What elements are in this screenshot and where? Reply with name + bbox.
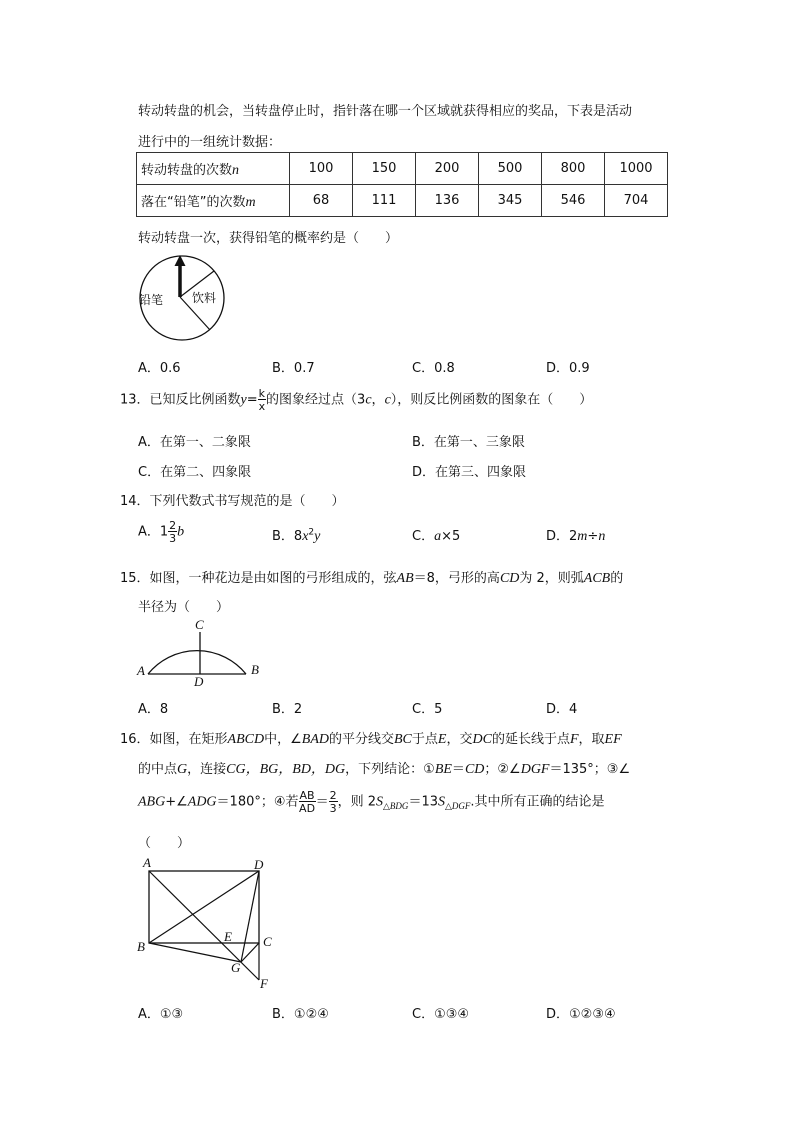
arc-acb: [148, 651, 246, 674]
table-cell: 546: [542, 185, 605, 217]
label-a: A: [137, 663, 145, 678]
q12-option-c[interactable]: C．0.8: [412, 361, 455, 376]
q13-option-b[interactable]: B．在第一、三象限: [412, 435, 525, 450]
fraction-ab-over-ad: $\frac{AB}{AD}$: [299, 789, 316, 815]
table-cell: 500: [479, 153, 542, 185]
intro-line-2: 进行中的一组统计数据：: [138, 135, 282, 150]
line-bg: [149, 943, 241, 962]
table-cell: 100: [290, 153, 353, 185]
table-cell: 150: [353, 153, 416, 185]
q14-option-d[interactable]: D．2m÷n: [546, 529, 606, 544]
q16-option-a[interactable]: A．①③: [138, 1007, 184, 1022]
q16-stem-line-3: ABG+∠ADG＝180°；④若 $\frac{AB}{AD}$ ＝ $\frac{2}{3}$ ，则 $2S_{\triangle BDG}=13S_{\triangle DGF}$.其中所有正确的结论是: [138, 789, 605, 815]
fraction-two-thirds: $\frac{2}{3}$: [329, 789, 337, 815]
table-row: [137, 153, 668, 185]
q14-option-b[interactable]: B．$8x^2y$: [272, 527, 321, 544]
table-header-cell: 落在“铅笔”的次数m: [137, 185, 290, 217]
table-header-cell: 转动转盘的次数n: [137, 153, 290, 185]
rectangle-figure: [134, 854, 284, 994]
q16-option-b[interactable]: B．①②④: [272, 1007, 329, 1022]
q15-option-d[interactable]: D．4: [546, 702, 578, 717]
q15-option-a[interactable]: A．8: [138, 702, 169, 717]
q14-option-c[interactable]: C．a×5: [412, 529, 461, 544]
q14-option-a[interactable]: A．1 $\frac{2}{3}$ b: [138, 519, 185, 545]
spinner-wheel-figure: [136, 252, 232, 344]
q12-option-d[interactable]: D．0.9: [546, 361, 590, 376]
q15-option-b[interactable]: B．2: [272, 702, 303, 717]
intro-line-1: 转动转盘的机会，当转盘停止时，指针落在哪一个区域就获得相应的奖品，下表是活动: [138, 104, 633, 119]
table-cell: 345: [479, 185, 542, 217]
label-b: B: [251, 662, 259, 677]
table-row: [137, 185, 668, 217]
q16-stem-line-1: 16．如图，在矩形ABCD中，∠BAD的平分线交BC于点E，交DC的延长线于点F，取EF: [120, 732, 622, 747]
label-f: F: [260, 976, 268, 991]
table-cell: 111: [353, 185, 416, 217]
statistics-table: [136, 152, 668, 217]
label-d: D: [194, 674, 204, 688]
fraction-two-thirds: $\frac{2}{3}$: [169, 519, 177, 545]
table-cell: 704: [605, 185, 668, 217]
label-c: C: [263, 934, 272, 949]
q13-stem: 13．已知反比例函数y= $\frac{k}{x}$ 的图象经过点（3c，c），则反比例函数的图象在（ ）: [120, 387, 593, 413]
q13-option-d[interactable]: D．在第三、四象限: [412, 465, 527, 480]
label-e: E: [224, 929, 232, 944]
wheel-label-drink: 饮料: [192, 291, 217, 305]
q12-option-a[interactable]: A．0.6: [138, 361, 181, 376]
q12-stem: 转动转盘一次，获得铅笔的概率约是（ ）: [138, 231, 399, 246]
q13-option-c[interactable]: C．在第二、四象限: [138, 465, 252, 480]
label-a: A: [143, 855, 151, 870]
q13-option-a[interactable]: A．在第一、二象限: [138, 435, 251, 450]
q12-option-b[interactable]: B．0.7: [272, 361, 315, 376]
label-g: G: [231, 960, 241, 975]
wheel-label-pencil: 铅笔: [139, 293, 164, 307]
q16-option-c[interactable]: C．①③④: [412, 1007, 470, 1022]
label-b: B: [137, 939, 145, 954]
line-af: [149, 871, 259, 980]
q15-stem-line-2: 半径为（ ）: [138, 600, 230, 615]
fraction-k-over-x: $\frac{k}{x}$: [258, 387, 266, 413]
label-c: C: [195, 618, 204, 632]
line-dg: [241, 871, 259, 962]
q14-stem: 14．下列代数式书写规范的是（ ）: [120, 494, 345, 509]
table-cell: 68: [290, 185, 353, 217]
line-bd: [149, 871, 259, 943]
table-cell: 136: [416, 185, 479, 217]
table-cell: 800: [542, 153, 605, 185]
q16-stem-line-4: （ ）: [138, 836, 191, 851]
q16-stem-line-2: 的中点G，连接CG，BG，BD，DG，下列结论：①BE＝CD；②∠DGF＝135°；③∠: [138, 762, 631, 777]
table-cell: 1000: [605, 153, 668, 185]
q15-stem-line-1: 15．如图，一种花边是由如图的弓形组成的，弦AB＝8，弓形的高CD为 2，则弧ACB的: [120, 571, 624, 586]
label-d: D: [254, 857, 264, 872]
q16-option-d[interactable]: D．①②③④: [546, 1007, 616, 1022]
segment-figure: [134, 618, 266, 688]
q15-option-c[interactable]: C．5: [412, 702, 443, 717]
table-cell: 200: [416, 153, 479, 185]
